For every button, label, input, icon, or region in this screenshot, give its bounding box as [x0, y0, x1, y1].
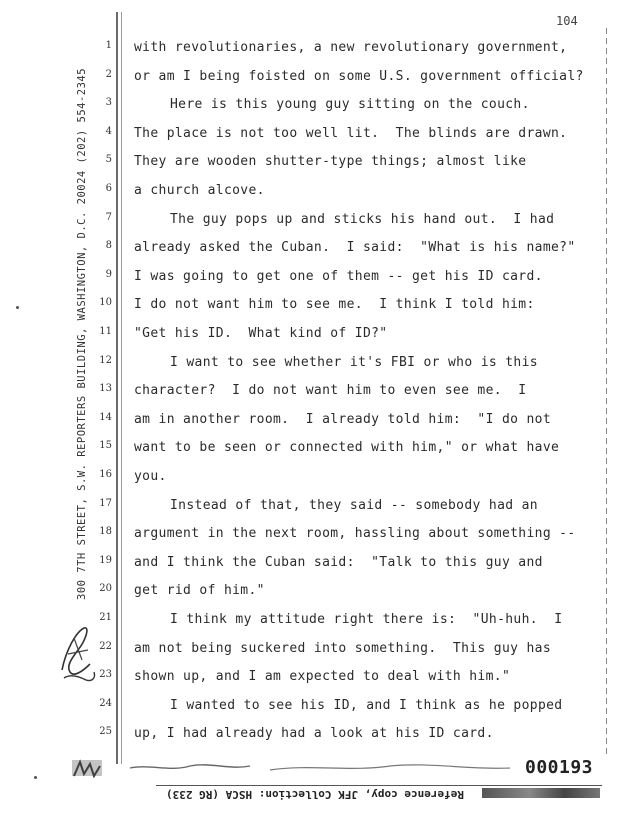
transcript-line: "Get his ID. What kind of ID?": [134, 326, 388, 341]
transcript-line: Here is this young guy sitting on the couch.: [170, 97, 530, 113]
line-number: 13: [99, 383, 112, 395]
line-number: 23: [99, 669, 112, 681]
page-number: 104: [556, 14, 578, 28]
transcript-line: and I think the Cuban said: "Talk to this guy and: [134, 554, 543, 570]
line-number: 17: [99, 497, 112, 509]
transcript-line: I do not want him to see me. I think I told him:: [134, 297, 535, 313]
line-number: 15: [99, 440, 112, 452]
left-margin-rule-inner: [121, 12, 122, 764]
document-stamp-number: 000193: [525, 757, 594, 778]
line-number: 12: [99, 354, 112, 366]
transcript-line: a church alcove.: [134, 183, 265, 198]
transcript-line: The place is not too well lit. The blinds are drawn.: [134, 125, 568, 141]
line-number: 21: [99, 612, 112, 623]
line-number: 6: [105, 183, 112, 194]
line-number: 14: [99, 411, 112, 423]
line-number: 4: [105, 125, 112, 137]
line-number: 2: [105, 68, 112, 80]
transcript-line: They are wooden shutter-type things; almost like: [134, 154, 527, 170]
transcript-line: I was going to get one of them -- get his ID card.: [134, 268, 543, 284]
line-number: 20: [99, 583, 112, 595]
line-number: 1: [105, 40, 112, 51]
transcript-line: character? I do not want him to even see me. I: [134, 383, 527, 399]
line-number: 19: [99, 554, 112, 566]
scan-speck: [34, 776, 37, 779]
line-number: 9: [105, 268, 112, 280]
transcript-line: I want to see whether it's FBI or who is this: [170, 354, 538, 370]
transcript-line: or am I being foisted on some U.S. government official?: [134, 68, 584, 84]
scan-speck: [16, 306, 19, 309]
reporter-address-margin: 300 7TH STREET, S.W. REPORTERS BUILDING, WASHINGTON, D.C. 20024 (202) 554-2345: [76, 67, 88, 600]
transcript-line: up, I had already had a look at his ID card.: [134, 726, 494, 742]
line-number: 18: [99, 526, 112, 538]
line-number: 25: [99, 726, 112, 738]
transcript-line: want to be seen or connected with him," or what have: [134, 440, 560, 456]
transcript-line: shown up, and I am expected to deal with him.": [134, 669, 511, 685]
line-number: 22: [99, 640, 112, 652]
transcript-line: already asked the Cuban. I said: "What is his name?": [134, 240, 576, 256]
transcript-line: with revolutionaries, a new revolutionary government,: [134, 40, 568, 55]
line-number: 24: [99, 697, 112, 709]
transcript-line: am in another room. I already told him: "I do not: [134, 411, 552, 427]
line-number: 5: [105, 154, 112, 166]
transcript-line: I wanted to see his ID, and I think as he popped: [170, 697, 563, 713]
transcript-line: argument in the next room, hassling about something --: [134, 526, 576, 542]
scan-artifact-bar: [482, 788, 600, 798]
transcript-line: Instead of that, they said -- somebody had an: [170, 497, 538, 513]
line-number: 7: [105, 211, 112, 223]
transcript-line: you.: [134, 469, 167, 484]
line-number: 11: [99, 326, 112, 337]
handwritten-initials-signature: [56, 620, 100, 690]
transcript-line: The guy pops up and sticks his hand out. I had: [170, 211, 555, 227]
archive-reference-strip: [156, 785, 602, 803]
archive-reference-caption: Reference copy, JFK Collection: HSCA (RG 233): [165, 788, 464, 801]
transcript-line: get rid of him.": [134, 583, 265, 599]
transcript-line: am not being suckered into something. This guy has: [134, 640, 552, 656]
line-number: 8: [105, 240, 112, 252]
line-number: 10: [99, 297, 112, 309]
transcript-line: I think my attitude right there is: "Uh-huh. I: [170, 612, 563, 627]
right-margin-rule: [606, 28, 607, 758]
line-number: 16: [99, 469, 112, 480]
line-number: 3: [105, 97, 112, 109]
left-margin-rule: [116, 12, 118, 764]
